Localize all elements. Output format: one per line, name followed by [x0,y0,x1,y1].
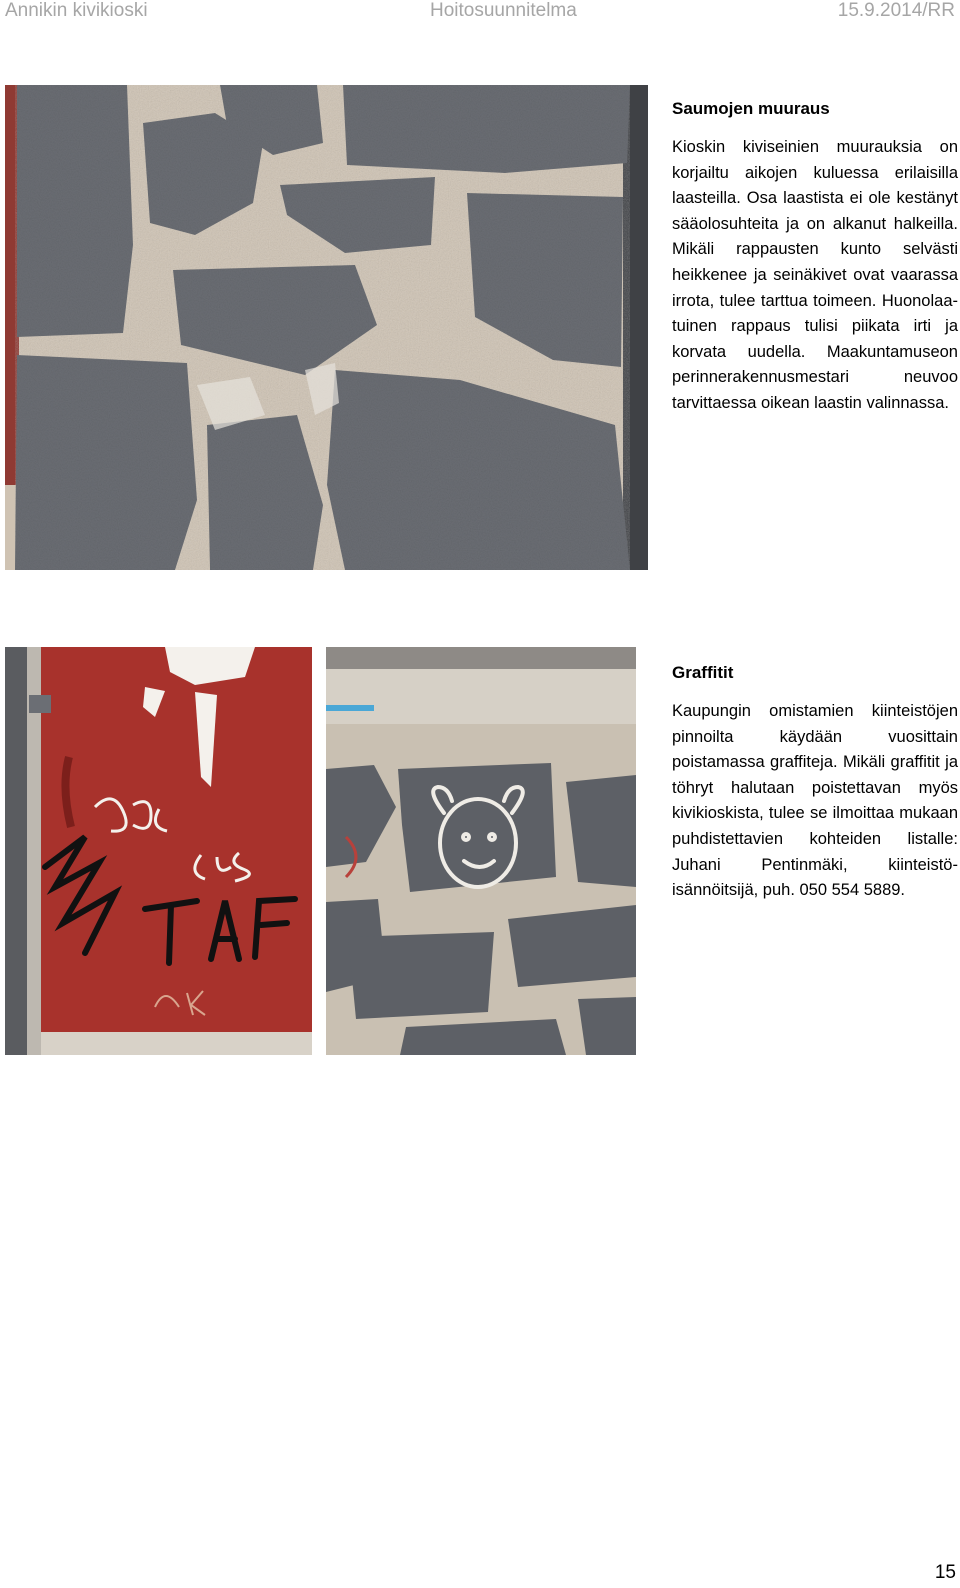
wall-graffiti-photo [326,647,636,1055]
red-door-graffiti-photo [5,647,312,1055]
section-body: Kioskin kiviseinien muurauksia on korjailtu aikojen kuluessa erilaisilla laasteilla. Osa laastista ei ole kestänyt sääolosuhteita ja on alkanut halkeilla. Mikäli rappausten kunto selvästi heikkenee ja seinäkivet ovat vaarassa irrota, tulee tarttua toimeen. Huonolaatuinen rappaus tulisi piikata irti ja korvata uudella. Maakuntamuseon perinnerakennusmestari neuvoo tarvittaessa oikean laastin valinnassa. [672,138,958,412]
stone-wall-photo [5,85,648,570]
header-section-title: Hoitosuunnitelma [430,0,577,21]
section-title: Graffitit [672,663,734,682]
section-title: Saumojen muuraus [672,99,830,118]
section-body: Kaupungin omistamien kiinteistöjen pinnoilta käydään vuosittain poistamassa graffiteja. Mikäli graffitit ja töhryt halutaan poistettavan myös kivikioskista, tulee se ilmoittaa mukaan puhdistettavien kohteiden listalle: Juhani Pentinmäki, kiinteistöisännöitsijä, puh. 050 554 5889. [672,702,958,900]
header-date: 15.9.2014/RR [837,0,955,21]
page-header [0,0,960,24]
header-document-title: Annikin kivikioski [5,0,148,21]
section-graffiti [672,663,958,904]
page-number: 15 [934,1562,956,1583]
section-joint-masonry [672,99,958,417]
